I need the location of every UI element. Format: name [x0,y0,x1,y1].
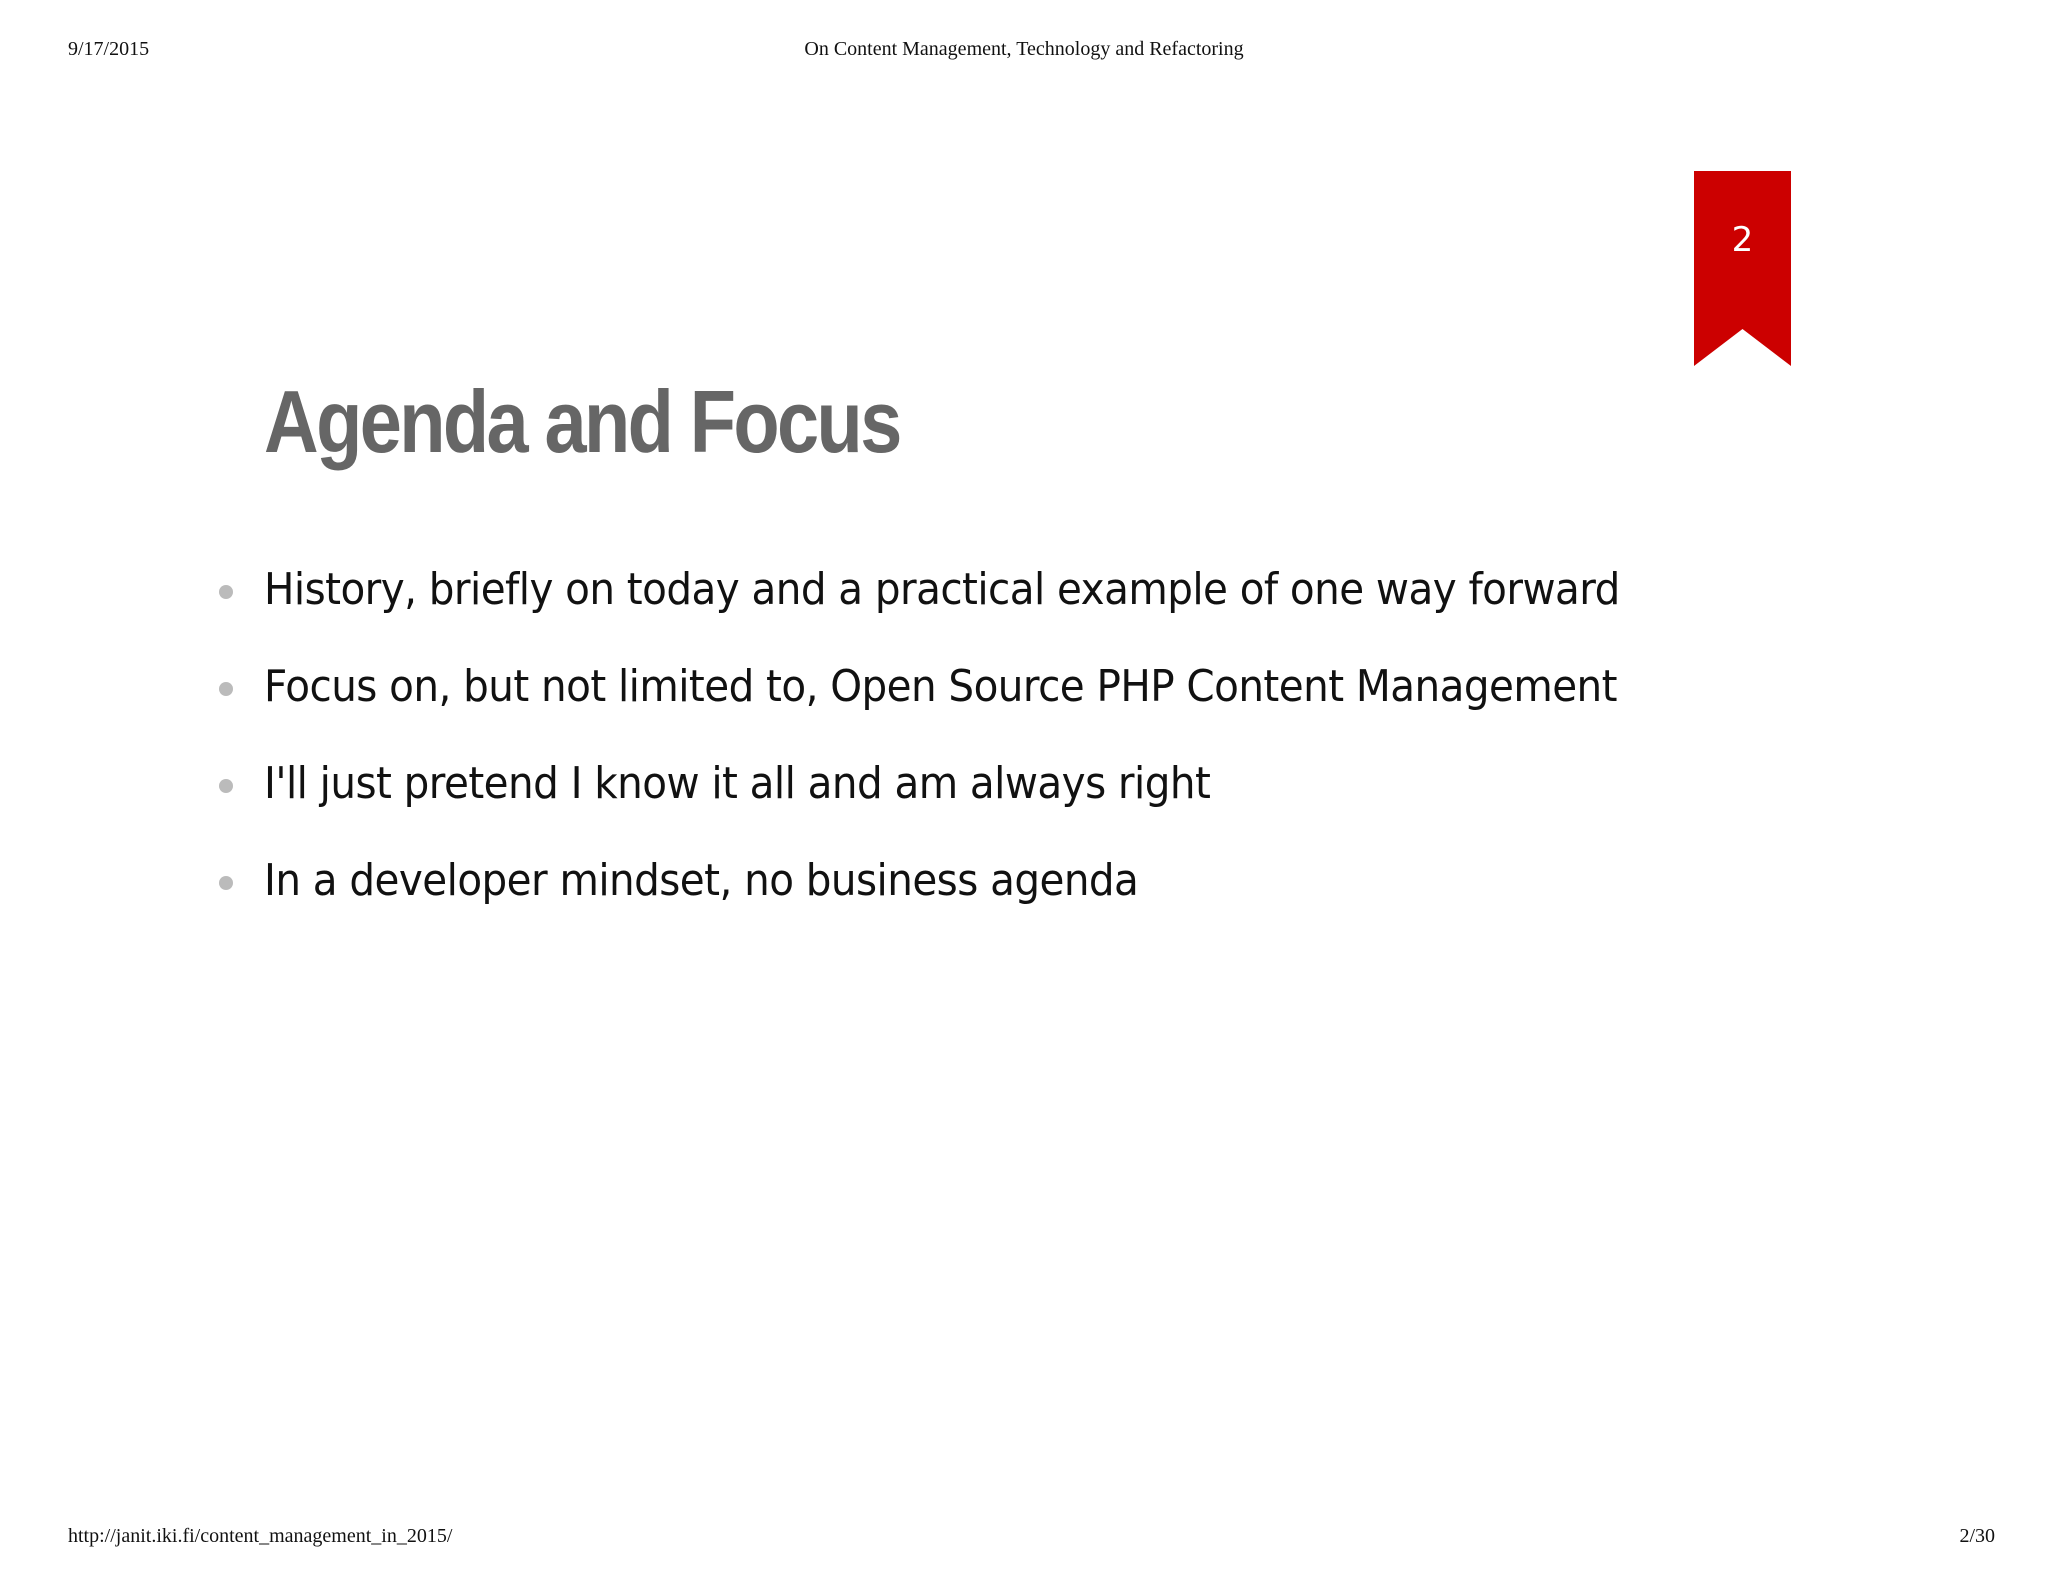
bullet-text: I'll just pretend I know it all and am always right [264,758,1211,809]
bullet-dot-icon [219,876,233,890]
bullet-item [212,754,1772,851]
print-date: 9/17/2015 [68,38,150,60]
print-footer [0,1525,2048,1553]
bullet-item [212,560,1772,657]
page-url: http://janit.iki.fi/content_management_in_2015/ [68,1525,453,1547]
slide-number-ribbon [1694,171,1791,366]
bullet-dot-icon [219,682,233,696]
bullet-dot-icon [219,779,233,793]
bullet-text: In a developer mindset, no business agenda [264,855,1139,906]
bullet-text: Focus on, but not limited to, Open Source PHP Content Management [264,661,1617,712]
bullet-list [212,560,1772,948]
slide-number: 2 [1731,220,1754,260]
bullet-item [212,851,1772,948]
bullet-text: History, briefly on today and a practical example of one way forward [264,564,1620,615]
bookmark-ribbon-icon [1694,171,1791,366]
page-count: 2/30 [1959,1525,1995,1547]
bullet-dot-icon [219,585,233,599]
print-header [0,38,2048,66]
slide-title: Agenda and Focus [264,372,900,471]
bullet-item [212,657,1772,754]
document-title: On Content Management, Technology and Refactoring [804,38,1244,60]
